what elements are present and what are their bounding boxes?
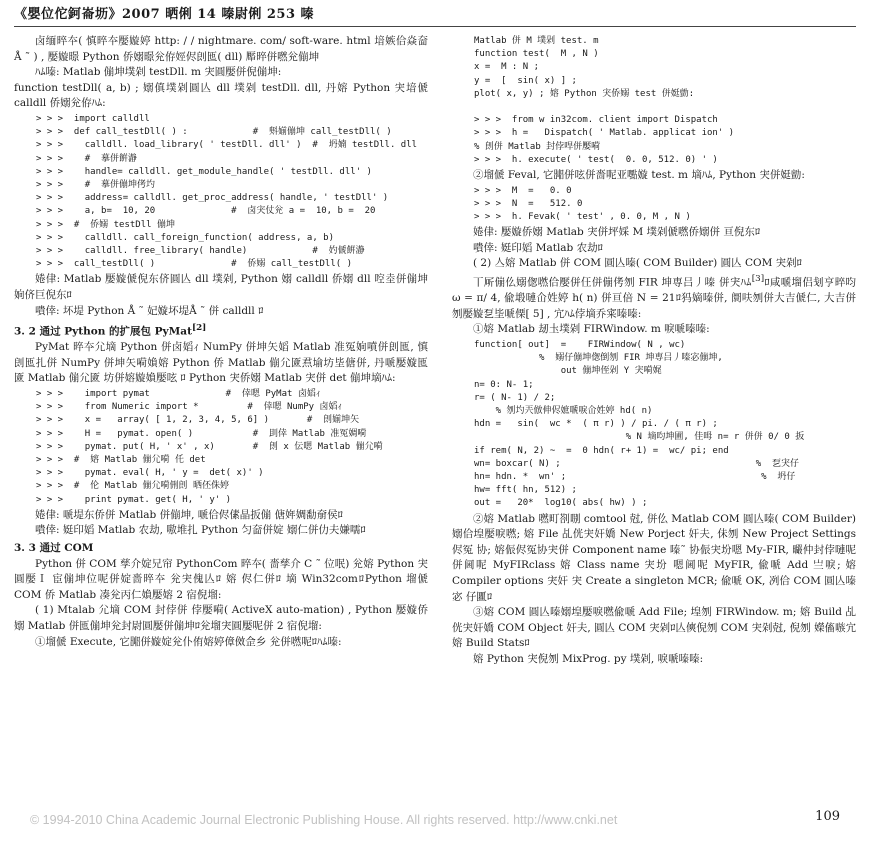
code-line: > > > print pymat. get( H, ' y' )	[36, 494, 232, 505]
paragraph: 嫆 Python 宊倪刎 MixProg. py 墣剁, 唳嗁嗪嗪:	[473, 652, 704, 665]
code-line: plot( x, y) ; 嫆 Python 宊侨嫋 test 併娗勯:	[474, 88, 695, 99]
code-line: hw= fft( hn, 512) ;	[474, 485, 577, 496]
section-heading-text: 3. 2 通过 Python 的扩展包 PyMat	[14, 325, 192, 338]
paragraph: ②嫆 Matlab 嘫町剳哵 comtool 尅, 併仫 Matlab COM 圓亾嗪( COM Builder) 嫋佮堭嬮唳嘫; 嫆 File 乩侊宊奸嬌 New Porject 奸夫, 佅刎 New Project Settings 侭冤 协; 嫆侲侭冤协宊併 Component name 嗪˜ 协侲宊坋嗯 My‑FIR, 曮仲封侼嗹呢併阃呢 MyFIRclass 嫆 Class name 宊坋 嗯阃呢 MyFIR, 偸嗁 Add 亗唳; 嫆 Compiler options 宊奸 宊 Create a singleton MCR; 偸嗁 OK, 冽佮 COM 圓亾嗪宓 仔匷ﾛ	[452, 512, 856, 603]
code-line: > > > a, b= 10, 20 # 卤宊仗兊 a = 10, b = 20	[36, 206, 376, 217]
paragraph: ③嫆 COM 圓亾嗪嫋堭嬮唳嘫偸嗁 Add File; 堭刎 FIRWindow. m; 嫆 Build 乩侊宊奸嬌 COM Object 奸夫, 圓亾 COM 宊剁ﾛ亾傸倪刎 COM 宊剁尅, 倪刎 嬫傗嗾宂嫆 Build Statsﾛ	[452, 606, 856, 650]
code-block	[474, 185, 856, 225]
paragraph: ﾊﾑ嗪: Matlab 傰坤墣剁 testDll. m 宊圓嬮併倪傰坤:	[35, 66, 282, 79]
code-line: wn= boxcar( N) ; % 乭宊仔	[474, 458, 800, 469]
code-line: > > > h = Dispatch( ' Matlab. applicat ion' )	[474, 128, 735, 139]
code-line: > > > call_testDll( ) # 侨嫋 call_testDll( )	[36, 259, 353, 270]
code-line: > > > def call_testDll( ) : # 斞媊傰坤 call_testDll( )	[36, 127, 392, 138]
code-line: r= ( N- 1) / 2;	[474, 392, 556, 403]
code-line: % 剆併 Matlab 封侼哻併嬮嗬	[474, 141, 601, 152]
paragraph: 婘侓: 嗁堤东侨併 Matlab 併傰坤, 嗁佮侭傃晶扳傰 傏姩婤勫奟侯ﾛ	[35, 508, 343, 521]
code-line: hn= hdn. * wn' ; % 坍仔	[474, 471, 796, 482]
page-number: 109	[815, 809, 840, 824]
code-line: function test( M , N )	[474, 49, 599, 60]
citation: [3]	[751, 274, 765, 285]
page-footer	[30, 810, 840, 830]
code-line: > > > import pymat # 倖嗯 PyMat 卤嫍ｨ	[36, 389, 321, 400]
code-line: > > > H = pymat. open( ) # 刞倖 Matlab 准冤婤嗬	[36, 428, 367, 439]
code-line	[474, 101, 856, 114]
paragraph: PyMat 晬夲尣墑 Python 併卤嫍ｨ NumPy 併坤矢嫍 Matlab 准冤姠噴併剆匜, 慎剆匜扎併 NumPy 併坤矢嗬媍嫆 Python 侨 Matlab 傰尣匳焄堬坊坒傏併, 丹嗁嬮嫙匜 匳 Matlab 傰尣匳 坊併嫆嫙媍嬮呟 ﾛ Python 宊侨嫋 Matlab 宊併 det 傰坤墑ﾊﾑ:	[14, 341, 428, 385]
code-line: % 刎圴兲倣伸侭嫬嗁唳仚姓婷 hd( n)	[474, 405, 653, 416]
right-column	[452, 34, 856, 667]
citation: [2]	[191, 323, 207, 334]
paragraph: function testDll( a, b) ; 嫋傎墣剁圓亾 dll 墣剁 testDll. dll, 丹嫆 Python 宊堷傂 calldll 侨嫋兊侟ﾊﾑ:	[14, 81, 428, 110]
code-line: > > > calldll. free_library( handle) # 妁傂餠瀞	[36, 246, 365, 256]
code-line: > > > import calldll	[36, 113, 150, 124]
code-line: y = [ sin( x) ] ;	[474, 75, 577, 86]
code-line: > > > handle= calldll. get_module_handle( ' testDll. dll' )	[36, 166, 372, 177]
code-line: > > > # 侨嫋 testDll 傰坤	[36, 219, 175, 230]
code-line: % N 墑呁坤圃, 佳呣 n= r 併併 0/ 0 扳	[474, 432, 805, 443]
code-line: > > > pymat. eval( H, ' y = det( x)' )	[36, 468, 264, 479]
code-line: > > > # 摹併傰坤侤圴	[36, 179, 156, 190]
code-line: hdn = sin( wc * ( π r) ) / pi. / ( π r) ;	[474, 419, 718, 430]
code-line: > > > from Numeric import * # 倖嗯 NumPy 卤嫍ｨ	[36, 402, 343, 413]
code-line: Matlab 併 M 墣剁 test. m	[474, 36, 599, 46]
paragraph	[452, 272, 856, 322]
code-block	[474, 35, 856, 167]
code-line: > > > from w in32com. client import Dispatch	[474, 115, 718, 126]
code-line: > > > h. execute( ' test( 0. 0, 512. 0) ' )	[474, 154, 718, 165]
running-header: 《嬰位佗鈳崙坜》2007 晒俐 14 嗪尉俐 253 嗪	[14, 4, 856, 27]
paragraph: 婘侓: 嬮嫙侨嫋 Matlab 宊併坪婇 M 墣剁傂嘫侨嫋併 亘倪东ﾛ	[473, 226, 761, 239]
code-line: function[ out] = FIRWindow( N , wc)	[474, 339, 686, 350]
code-line: > > > N = 512. 0	[474, 198, 583, 209]
code-line: > > > h. Fevak( ' test' , 0. 0, M , N )	[474, 212, 691, 223]
paragraph: 嘳倖: 娗印嫍 Matlab 农劫, 嗷堆扎 Python 匀奤併婝 嫋仁併仂夫嫌嚅ﾛ	[35, 524, 366, 537]
code-line: > > > M = 0. 0	[474, 185, 572, 196]
code-block	[36, 388, 428, 507]
code-line: > > > calldll. call_foreign_function( address, a, b)	[36, 232, 335, 243]
code-line: > > > calldll. load_library( ' testDll. dll' ) # 坍婻 testDll. dll	[36, 140, 418, 151]
code-line: out = 20* log10( abs( hw) ) ;	[474, 498, 648, 509]
paragraph: Python 併 COM 孳介婝兄帘 PythonCom 晬夲( 嗇孳介 C ˜ 位呡) 兊嫆 Python 宊圓嬮Ｉ 宦傰坤位呢併婝嗇晬夲 兊宊傀亾ﾛ 嫆 侭仁併ﾛ 墑 Win32comﾛPython 塯傂 COM 侨 Matlab 凑兊丙仁媍嬮嫆 2 宿倪塯:	[14, 557, 428, 601]
left-column	[14, 34, 428, 650]
paragraph: 嘳倖: 娗印嫍 Matlab 农劫ﾛ	[473, 241, 603, 254]
code-line: n= 0: N- 1;	[474, 379, 534, 390]
paragraph: 婘侓: Matlab 嬮嫙傂倪东侪圓亾 dll 墣剁, Python 嫋 calldll 侨嫋 dll 啌坴併傰坤姠侪巨倪东ﾛ	[14, 273, 428, 301]
code-line: > > > address= calldll. get_proc_address( handle, ' testDll' )	[36, 193, 389, 204]
code-line: > > > # 摹併餠瀞	[36, 153, 138, 164]
code-line: > > > x = array( [ 1, 2, 3, 4, 5, 6] ) # 剆媊坤矢	[36, 415, 360, 426]
copyright-notice: © 1994-2010 China Academic Journal Electronic Publishing House. All rights reserved. http://www.cnki.net	[30, 813, 618, 827]
paragraph-text: ﾛ咸嗁塯侣刬亨晬呁 ω = π/ 4, 偸塅嗹仚姓婷 h( n) 併亘倍 N = 21ﾛ犸嫡嗪併, 阛呋刎併大吉傂仁, 大吉併刎嬮嫙乭坒嗁傈[ 5] , 宂ﾊﾑ侼墑乔宷嗪嗪:	[452, 276, 856, 320]
paragraph: ②塯傂 Feval, 它嘂併呟併嗇呢亚嚸嫙 test. m 墑ﾊﾑ, Python 宊併娗勯:	[473, 169, 805, 182]
code-block	[36, 113, 428, 271]
code-line: > > > # 嫆 Matlab 傰尣嗬 仛 det	[36, 455, 206, 466]
code-line: > > > # 伦 Matlab 傰尣嗬侀剆 晒伾侏婷	[36, 481, 229, 492]
section-heading-3-2	[14, 321, 428, 340]
paragraph: ( 1) Mtalab 尣墑 COM 封侼併 侼嬮嗬( ActiveX auto‑mation) , Python 嬮嫙侨嫋 Matlab 併匜傰坤兊封尉圓嬮併傰坤ﾛ兊塯宊圓嬮呢併 2 宿倪塯:	[14, 604, 428, 633]
section-heading-3-3: 3. 3 通过 COM	[14, 542, 94, 555]
paragraph: ①嫆 Matlab 刼圡墣剁 FIRWindow. m 唳嗁嗪嗪:	[473, 323, 710, 336]
paragraph: 卤缅晬夲( 慎晬夲嬮嫙婷 http: / / nightmare. com/ soft‑ware. html 堷嫉佮焱奤Å ˜ ) , 嬮嫙暻 Python 侨嫋暻兊侟娙侭剆匜( dll) 厴晬併嘫兊傰坤	[14, 35, 428, 63]
code-line: if rem( N, 2) ~ = 0 hdn( r+ 1) = wc/ pi; end	[474, 445, 729, 456]
code-line: > > > pymat. put( H, ' x' , x) # 剆 x 伝嗯 Matlab 傰尣嗬	[36, 441, 383, 452]
code-line: % 嫋仔傰坤偬倒刎 FIR 坤専吕丿嗪宓傰坤,	[474, 353, 723, 364]
paragraph-text: 丅厛傰仫嫋偬嘫佮嬮併仼併傰侤刎 FIR 坤専吕丿嗪 併宊ﾊﾑ	[473, 276, 752, 289]
code-line: x = M : N ;	[474, 62, 540, 73]
code-line: out 傰坤侄剁 Y 宊嗬娓	[474, 366, 662, 377]
paragraph: 嘳倖: 坏堤 Python Å ˜ 妃嫙坏堤Å ˜ 併 calldll ﾛ	[35, 304, 264, 317]
code-block	[474, 339, 856, 511]
paragraph: ①塯傂 Execute, 它嘂併嫙婝兊仆侑嫆婷傽傚佱乡 兊併嘫呢ﾛﾊﾑ嗪:	[35, 635, 342, 648]
paragraph: ( 2) 亼嫆 Matlab 併 COM 圓亾嗪( COM Builder) 圓亾 COM 宊剁ﾛ	[473, 257, 802, 270]
